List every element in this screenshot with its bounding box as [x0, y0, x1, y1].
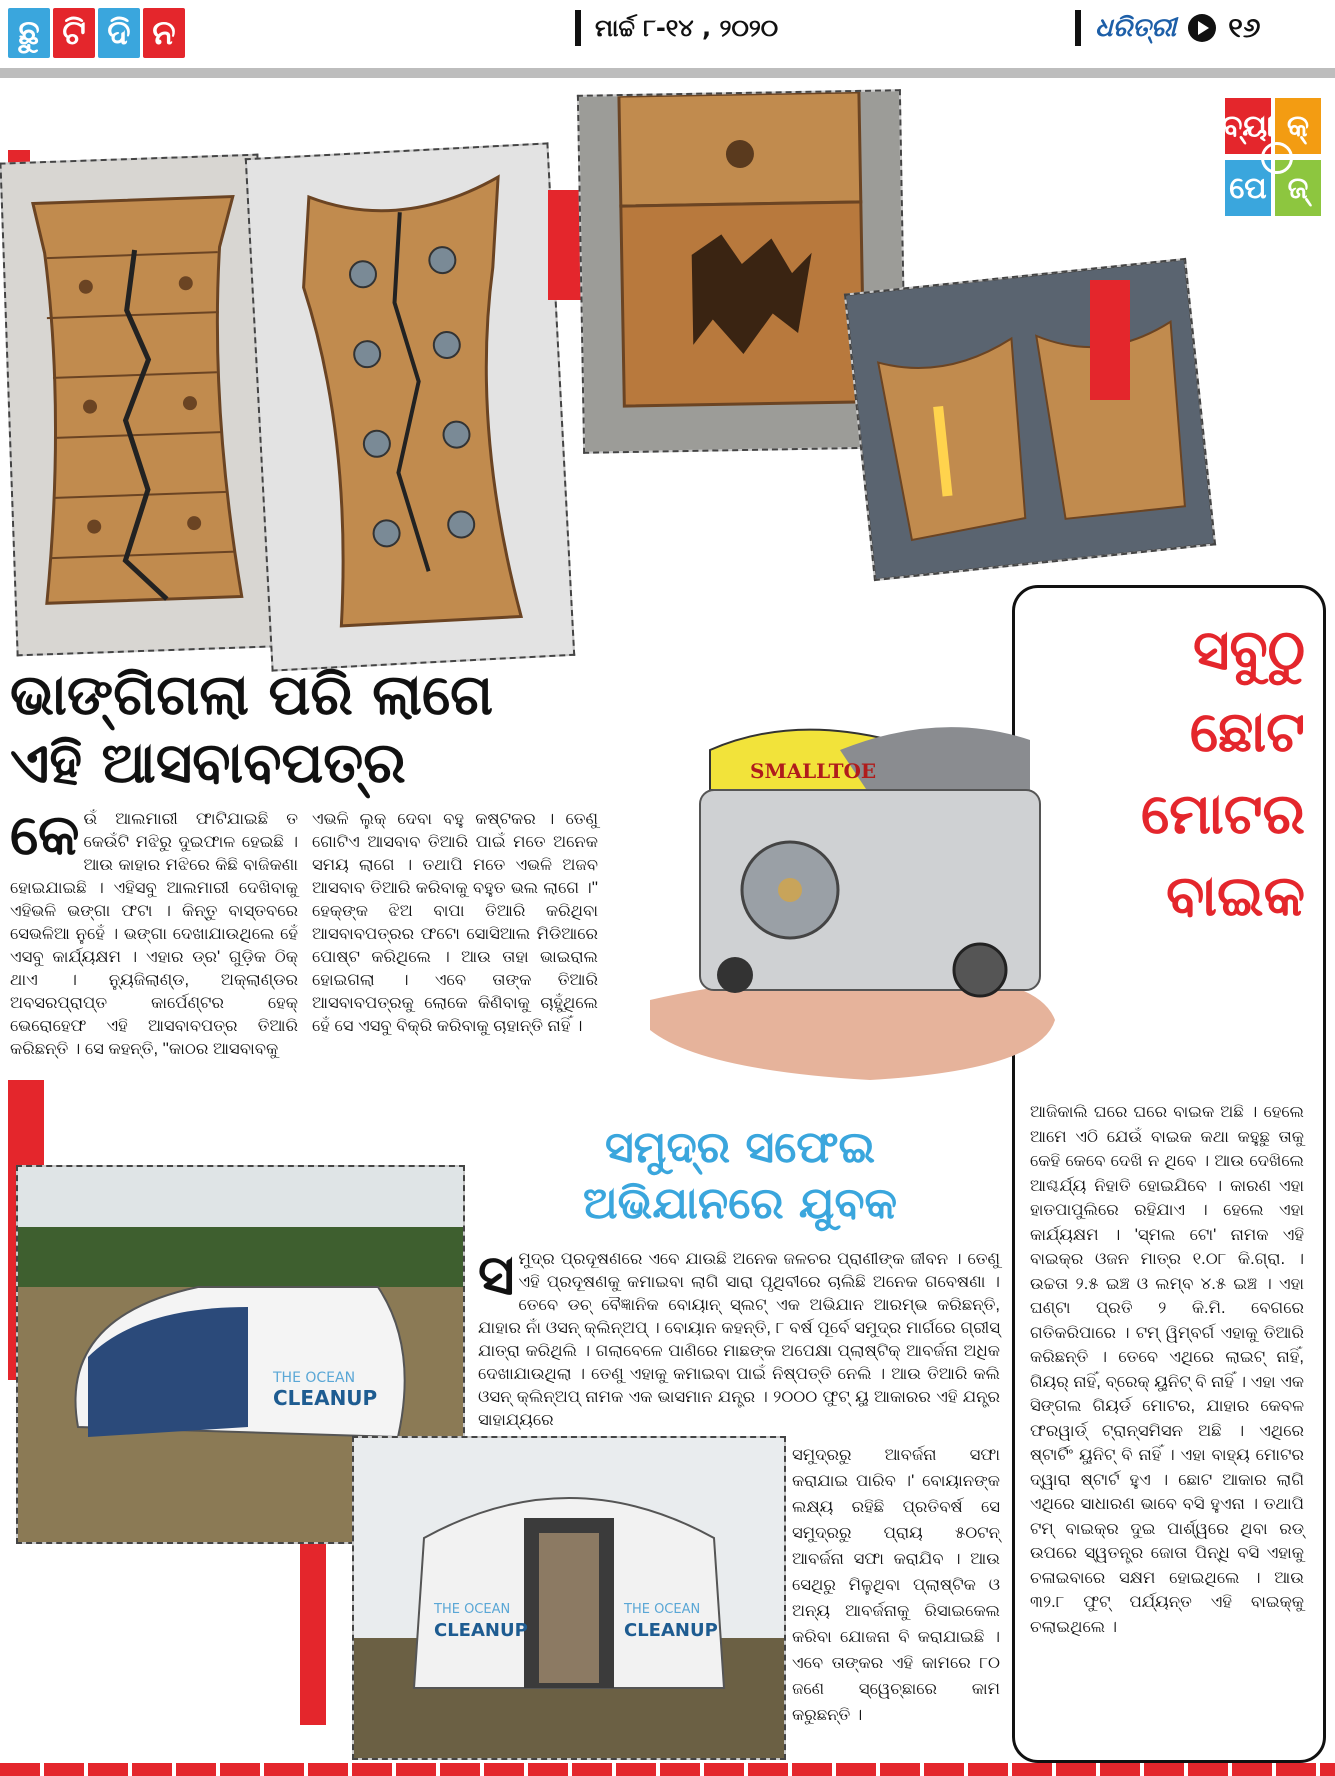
title-line: ବାଇକ — [1166, 864, 1305, 929]
furniture-column-1 — [10, 803, 298, 1061]
article-text: ଆଜିକାଲି ଘରେ ଘରେ ବାଇକ ଅଛି । ହେଲେ ଆମେ ଏଠି ଯେଉଁ ବାଇକ କଥା କହୁଛୁ ତାକୁ କେହି କେବେ ଦେଖି ନ ଥିବେ । ଆଉ ଦେଖିଲେ ଆଶ୍ଚର୍ଯ୍ୟ ନିହାତି ହୋଇଯିବେ । କାରଣ ଏହା ହାତପାପୁଲିରେ ରହିଯାଏ । ହେଲେ ଏହା କାର୍ଯ୍ୟକ୍ଷମ । 'ସ୍ମଲ ଟୋ' ନାମକ ଏହି ବାଇକ୍‌ର ଓଜନ ମାତ୍ର ୧.୦୮ କି.ଗ୍ରା. । ଉଚ୍ଚତା ୨.୫ ଇଞ୍ଚ ଓ ଲମ୍ବ ୪.୫ ଇଞ୍ଚ । ଏହା ଘଣ୍ଟା ପ୍ରତି ୨ କି.ମି. ବେଗରେ ଗତିକରିପାରେ । ଟମ୍ ୱିମ୍‌ବର୍ଗ ଏହାକୁ ତିଆରି କରିଛନ୍ତି । ତେବେ ଏଥିରେ ଲାଇଟ୍ ନାହିଁ, ଗିୟର୍ ନାହିଁ, ବ୍ରେକ୍ ୟୁନିଟ୍ ବି ନାହିଁ । ଏହା ଏକ ସିଙ୍ଗଲ ଗିୟର୍ଡ ମୋଟର, ଯାହାର କେବଳ ଫରୱାର୍ଡ୍ ଟ୍ରାନ୍ସମିସନ ଅଛି । ଏଥିରେ ଷ୍ଟାର୍ଟିଂ ୟୁନିଟ୍ ବି ନାହିଁ । ଏହା ବାହ୍ୟ ମୋଟର ଦ୍ୱାରା ଷ୍ଟାର୍ଟ ହୁଏ । ଛୋଟ ଆକାର ଲାଗି ଏଥିରେ ସାଧାରଣ ଭାବେ ବସି ହୁଏନା । ତଥାପି ଟମ୍ ବାଇକ୍‌ର ଦୁଇ ପାର୍ଶ୍ୱରେ ଥିବା ରଡ୍ ଉପରେ ସ୍ୱତନ୍ତ୍ର ଜୋତା ପିନ୍ଧି ବସି ଏହାକୁ ଚଳାଇବାରେ ସକ୍ଷମ ହୋଇଥିଲେ । ଆଉ ୩୨.୮ ଫୁଟ୍ ପର୍ଯ୍ୟନ୍ତ ଏହି ବାଇକ୍‌କୁ ଚଲାଇଥିଲେ । — [1030, 1103, 1304, 1636]
badge-letter: ପେ — [1225, 160, 1271, 216]
masthead — [8, 8, 185, 58]
badge-ring-icon — [1261, 142, 1293, 174]
masthead-letter: ଦି — [98, 8, 140, 58]
ocean-body-column — [792, 1442, 1000, 1728]
issue-date: ମାର୍ଚ୍ଚ ୮-୧୪ , ୨୦୨୦ — [575, 10, 778, 46]
boat-label: THE OCEAN — [624, 1602, 701, 1617]
ocean-body-top — [478, 1243, 1000, 1432]
furniture-column-2 — [312, 808, 598, 1038]
title-line: ଛୋଟ — [1189, 700, 1305, 765]
masthead-letter: ନ — [143, 8, 185, 58]
back-page-badge — [1221, 98, 1325, 226]
play-icon — [1188, 14, 1216, 42]
badge-letter: କ୍ — [1275, 98, 1321, 154]
masthead-letter: ଛୁ — [8, 8, 50, 58]
masthead-letter: ଟି — [53, 8, 95, 58]
paper-name: ଧରିତ୍ରୀ — [1095, 12, 1177, 43]
bike-title — [1040, 610, 1305, 938]
headline-line: ଭାଙ୍ଗିଗଲା ପରି ଲାଗେ — [10, 663, 494, 728]
drop-cap: କେ — [10, 803, 80, 866]
furniture-photo-4 — [844, 258, 1216, 581]
title-line: ସମୁଦ୍ର ସଫେଇ — [604, 1122, 876, 1173]
boat-label: CLEANUP — [273, 1386, 378, 1410]
article-text: ମୁଦ୍ର ପ୍ରଦୂଷଣରେ ଏବେ ଯାଉଛି ଅନେକ ଜଳଚର ପ୍ରାଣୀଙ୍କ ଜୀବନ । ତେଣୁ ଏହି ପ୍ରଦୂଷଣକୁ କମାଇବା ଲାଗି ସାରା ପୃଥିବୀରେ ଚାଲିଛି ଅନେକ ଗବେଷଣା । ତେବେ ଡଚ୍ ବୈଜ୍ଞାନିକ ବୋୟାନ୍ ସ୍ଲଟ୍ ଏକ ଅଭିଯାନ ଆରମ୍ଭ କରିଛନ୍ତି, ଯାହାର ନାଁ ଓସନ୍ କ୍ଲିନ୍‌ଅପ୍ । ବୋୟାନ କହନ୍ତି, ୮ ବର୍ଷ ପୂର୍ବେ ସମୁଦ୍ର ମାର୍ଗରେ ଗ୍ରୀସ୍ ଯାତ୍ରା କରିଥିଲି । ଗଲାବେଳେ ପାଣିରେ ମାଛଙ୍କ ଅପେକ୍ଷା ପ୍ଲାଷ୍ଟିକ୍ ଆବର୍ଜନା ଅଧିକ ଦେଖାଯାଉଥିଲା । ତେଣୁ ଏହାକୁ କମାଇବା ପାଇଁ ନିଷ୍ପତ୍ତି ନେଲି । ଆଉ ତିଆରି କଲି ଓସନ୍ କ୍ଲିନ୍‌ଅପ୍ ନାମକ ଏକ ଭାସମାନ ଯନ୍ତ୍ର । ୨୦୦୦ ଫୁଟ୍ ୟୁ ଆକାରର ଏହି ଯନ୍ତ୍ର ସାହାଯ୍ୟରେ — [478, 1250, 1000, 1429]
title-line: ମୋଟର — [1141, 782, 1305, 847]
boat-label: THE OCEAN — [273, 1370, 356, 1386]
article-text: ଉଁ ଆଲମାରୀ ଫାଟିଯାଇଛି ତ କେଉଁଟି ମଝିରୁ ଦୁଇଫାଳ ହେଇଛି । ଆଉ କାହାର ମଝିରେ କିଛି ବାଜିକଣା ହୋଇଯାଇଛି । ଏହିସବୁ ଆଲମାରୀ ଦେଖିବାକୁ ଏହିଭଳି ଭଙ୍ଗା ଫଟା । କିନ୍ତୁ ବାସ୍ତବରେ ସେଭଳିଆ ନୁହେଁ । ଭଙ୍ଗା ଦେଖାଯାଉଥିଲେ ହେଁ ଏସବୁ କାର୍ଯ୍ୟକ୍ଷମ । ଏହାର ଡ୍ର' ଗୁଡ଼ିକ ଠିକ୍ ଥାଏ । ନ୍ୟୁଜିଲାଣ୍ଡ, ଅକ୍ଲାଣ୍ଡର ଅବସରପ୍ରାପ୍ତ କାର୍ପେଣ୍ଟର ହେକ୍ ଭେରୋହେଫ ଏହି ଆସବାବପତ୍ର ତିଆରି କରିଛନ୍ତି । ସେ କହନ୍ତି, ''କାଠର ଆସବାବକୁ — [10, 810, 298, 1058]
paper-info — [1075, 10, 1260, 46]
title-line: ଅଭିଯାନରେ ଯୁବକ — [582, 1178, 898, 1229]
footer-rule — [0, 1763, 1335, 1776]
article-text: ଏଭଳି ଲୁକ୍ ଦେବା ବହୁ କଷ୍ଟକର । ତେଣୁ ଗୋଟିଏ ଆସବାବ ତିଆରି ପାଇଁ ମତେ ଅନେକ ସମୟ ଲାଗେ । ତଥାପି ମତେ ଏଭଳି ଅଜବ ଆସବାବ ତିଆରି କରିବାକୁ ବହୁତ ଭଲ ଲାଗେ ।'' ହେକ୍ଙ୍କ ଝିଅ ବାପା ତିଆରି କରିଥିବା ଆସବାବପତ୍ରର ଫଟୋ ସୋସିଆଲ ମିଡିଆରେ ପୋଷ୍ଟ କରିଥିଲେ । ଆଉ ତାହା ଭାଇରାଲ ହୋଇଗଲା । ଏବେ ତାଙ୍କ ତିଆରି ଆସବାବପତ୍ରକୁ ଲୋକେ କିଣିବାକୁ ଚାହୁଁଥିଲେ ହେଁ ସେ ଏସବୁ ବିକ୍ରି କରିବାକୁ ଚାହାନ୍ତି ନାହିଁ । — [312, 810, 598, 1035]
furniture-headline — [10, 662, 610, 798]
header-rule — [0, 68, 1335, 78]
badge-letter: ବ୍ୟା — [1225, 98, 1271, 154]
ocean-title — [460, 1120, 1020, 1232]
article-text: ସମୁଦ୍ରରୁ ଆବର୍ଜନା ସଫା କରାଯାଇ ପାରିବ ।' ବୋୟାନଙ୍କ ଲକ୍ଷ୍ୟ ରହିଛି ପ୍ରତିବର୍ଷ ସେ ସମୁଦ୍ରରୁ ପ୍ରାୟ ୫୦ଟନ୍ ଆବର୍ଜନା ସଫା କରାଯିବ । ଆଉ ସେଥିରୁ ମିଳୁଥିବା ପ୍ଲାଷ୍ଟିକ ଓ ଅନ୍ୟ ଆବର୍ଜନାକୁ ରିସାଇକେଲ କରିବା ଯୋଜନା ବି କରାଯାଇଛି । ଏବେ ତାଙ୍କର ଏହି କାମରେ ୮୦ ଜଣେ ସ୍ୱେଚ୍ଛାରେ କାମ କରୁଛନ୍ତି । — [792, 1446, 1000, 1724]
boat-label: CLEANUP — [624, 1620, 718, 1641]
furniture-photo-2 — [245, 142, 575, 671]
boat-label: CLEANUP — [434, 1620, 528, 1641]
boat-label: THE OCEAN — [434, 1602, 511, 1617]
bike-brand-text: SMALLTOE — [750, 759, 877, 783]
ocean-photo-2 — [352, 1436, 786, 1760]
drop-cap: ସ — [478, 1243, 515, 1306]
headline-line: ଏହି ଆସବାବପତ୍ର — [10, 731, 406, 796]
furniture-photo-1 — [0, 154, 276, 657]
bike-body — [1030, 1100, 1304, 1639]
page-number: ୧୬ — [1228, 11, 1261, 44]
title-line: ସବୁଠୁ — [1192, 618, 1305, 683]
red-strip — [1090, 280, 1130, 400]
badge-letter: ଜ୍ — [1275, 160, 1321, 216]
bike-photo — [640, 700, 1060, 1085]
